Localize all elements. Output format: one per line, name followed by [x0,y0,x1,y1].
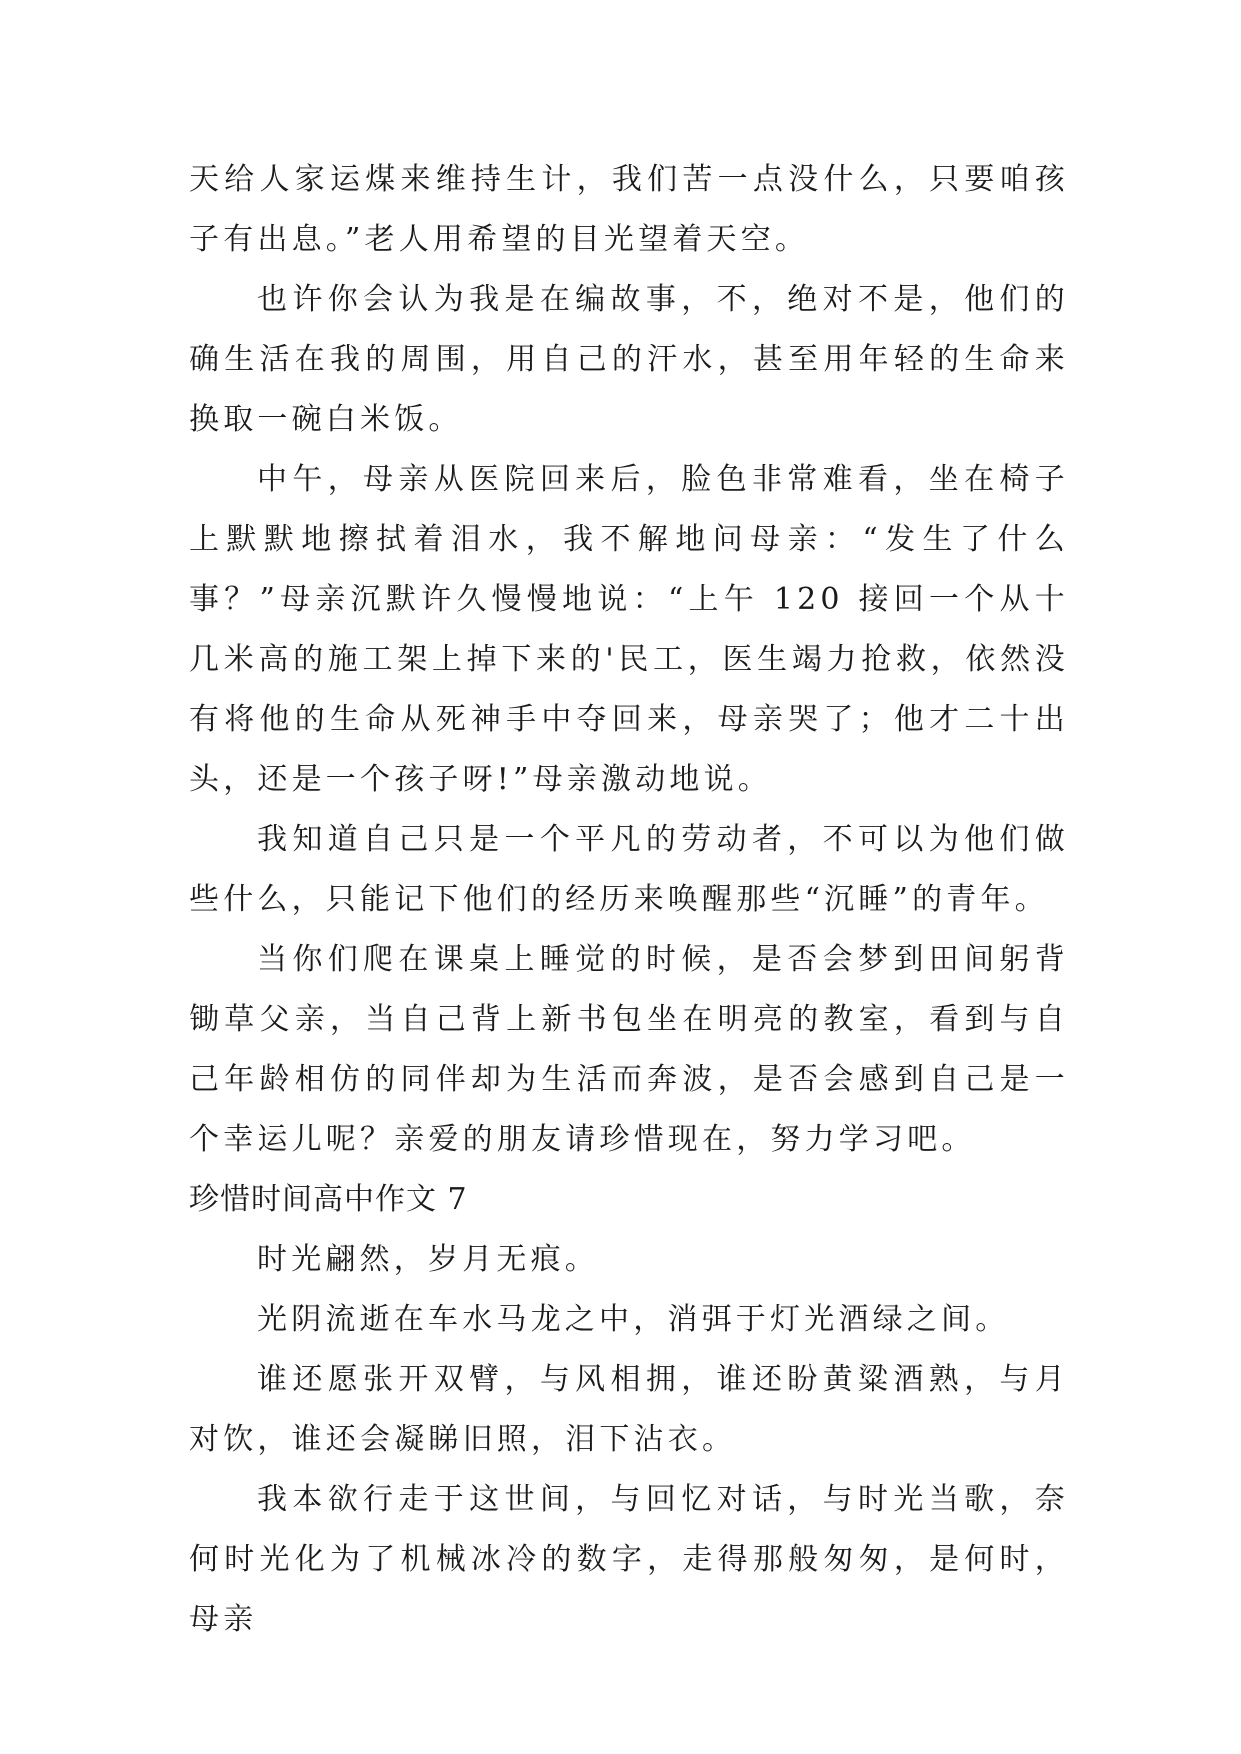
paragraph: 时光翩然，岁月无痕。 [257,1242,599,1277]
section-heading: 珍惜时间高中作文 7 [189,1182,468,1217]
paragraph: 也许你会认为我是在编故事，不，绝对不是，他们的确生活在我的周围，用自己的汗水，甚至用年轻的生命来换取一碗白米饭。 [189,282,1069,437]
paragraph-continuation: 天给人家运煤来维持生计，我们苦一点没什么，只要咱孩子有出息。”老人用希望的目光望着天空。 [189,162,1069,257]
paragraph: 中午，母亲从医院回来后，脸色非常难看，坐在椅子上默默地擦拭着泪水，我不解地问母亲：“发生了什么事？”母亲沉默许久慢慢地说：“上午 120 接回一个从十几米高的施工架上掉下来的'民工，医生竭力抢救，依然没有将他的生命从死神手中夺回来，母亲哭了；他才二十出头，还是一个孩子呀!”母亲激动地说。 [189,462,1069,797]
paragraph: 我本欲行走于这世间，与回忆对话，与时光当歌，奈何时光化为了机械冰冷的数字，走得那般匆匆，是何时，母亲 [189,1482,1069,1637]
paragraph: 我知道自己只是一个平凡的劳动者，不可以为他们做些什么，只能记下他们的经历来唤醒那些“沉睡”的青年。 [189,822,1069,917]
article-body [189,150,1069,1650]
paragraph: 当你们爬在课桌上睡觉的时候，是否会梦到田间躬背锄草父亲，当自己背上新书包坐在明亮的教室，看到与自己年龄相仿的同伴却为生活而奔波，是否会感到自己是一个幸运儿呢？亲爱的朋友请珍惜现在，努力学习吧。 [189,942,1069,1157]
paragraph: 谁还愿张开双臂，与风相拥，谁还盼黄粱酒熟，与月对饮，谁还会凝睇旧照，泪下沾衣。 [189,1362,1069,1457]
paragraph: 光阴流逝在车水马龙之中，消弭于灯光酒绿之间。 [257,1302,1010,1337]
